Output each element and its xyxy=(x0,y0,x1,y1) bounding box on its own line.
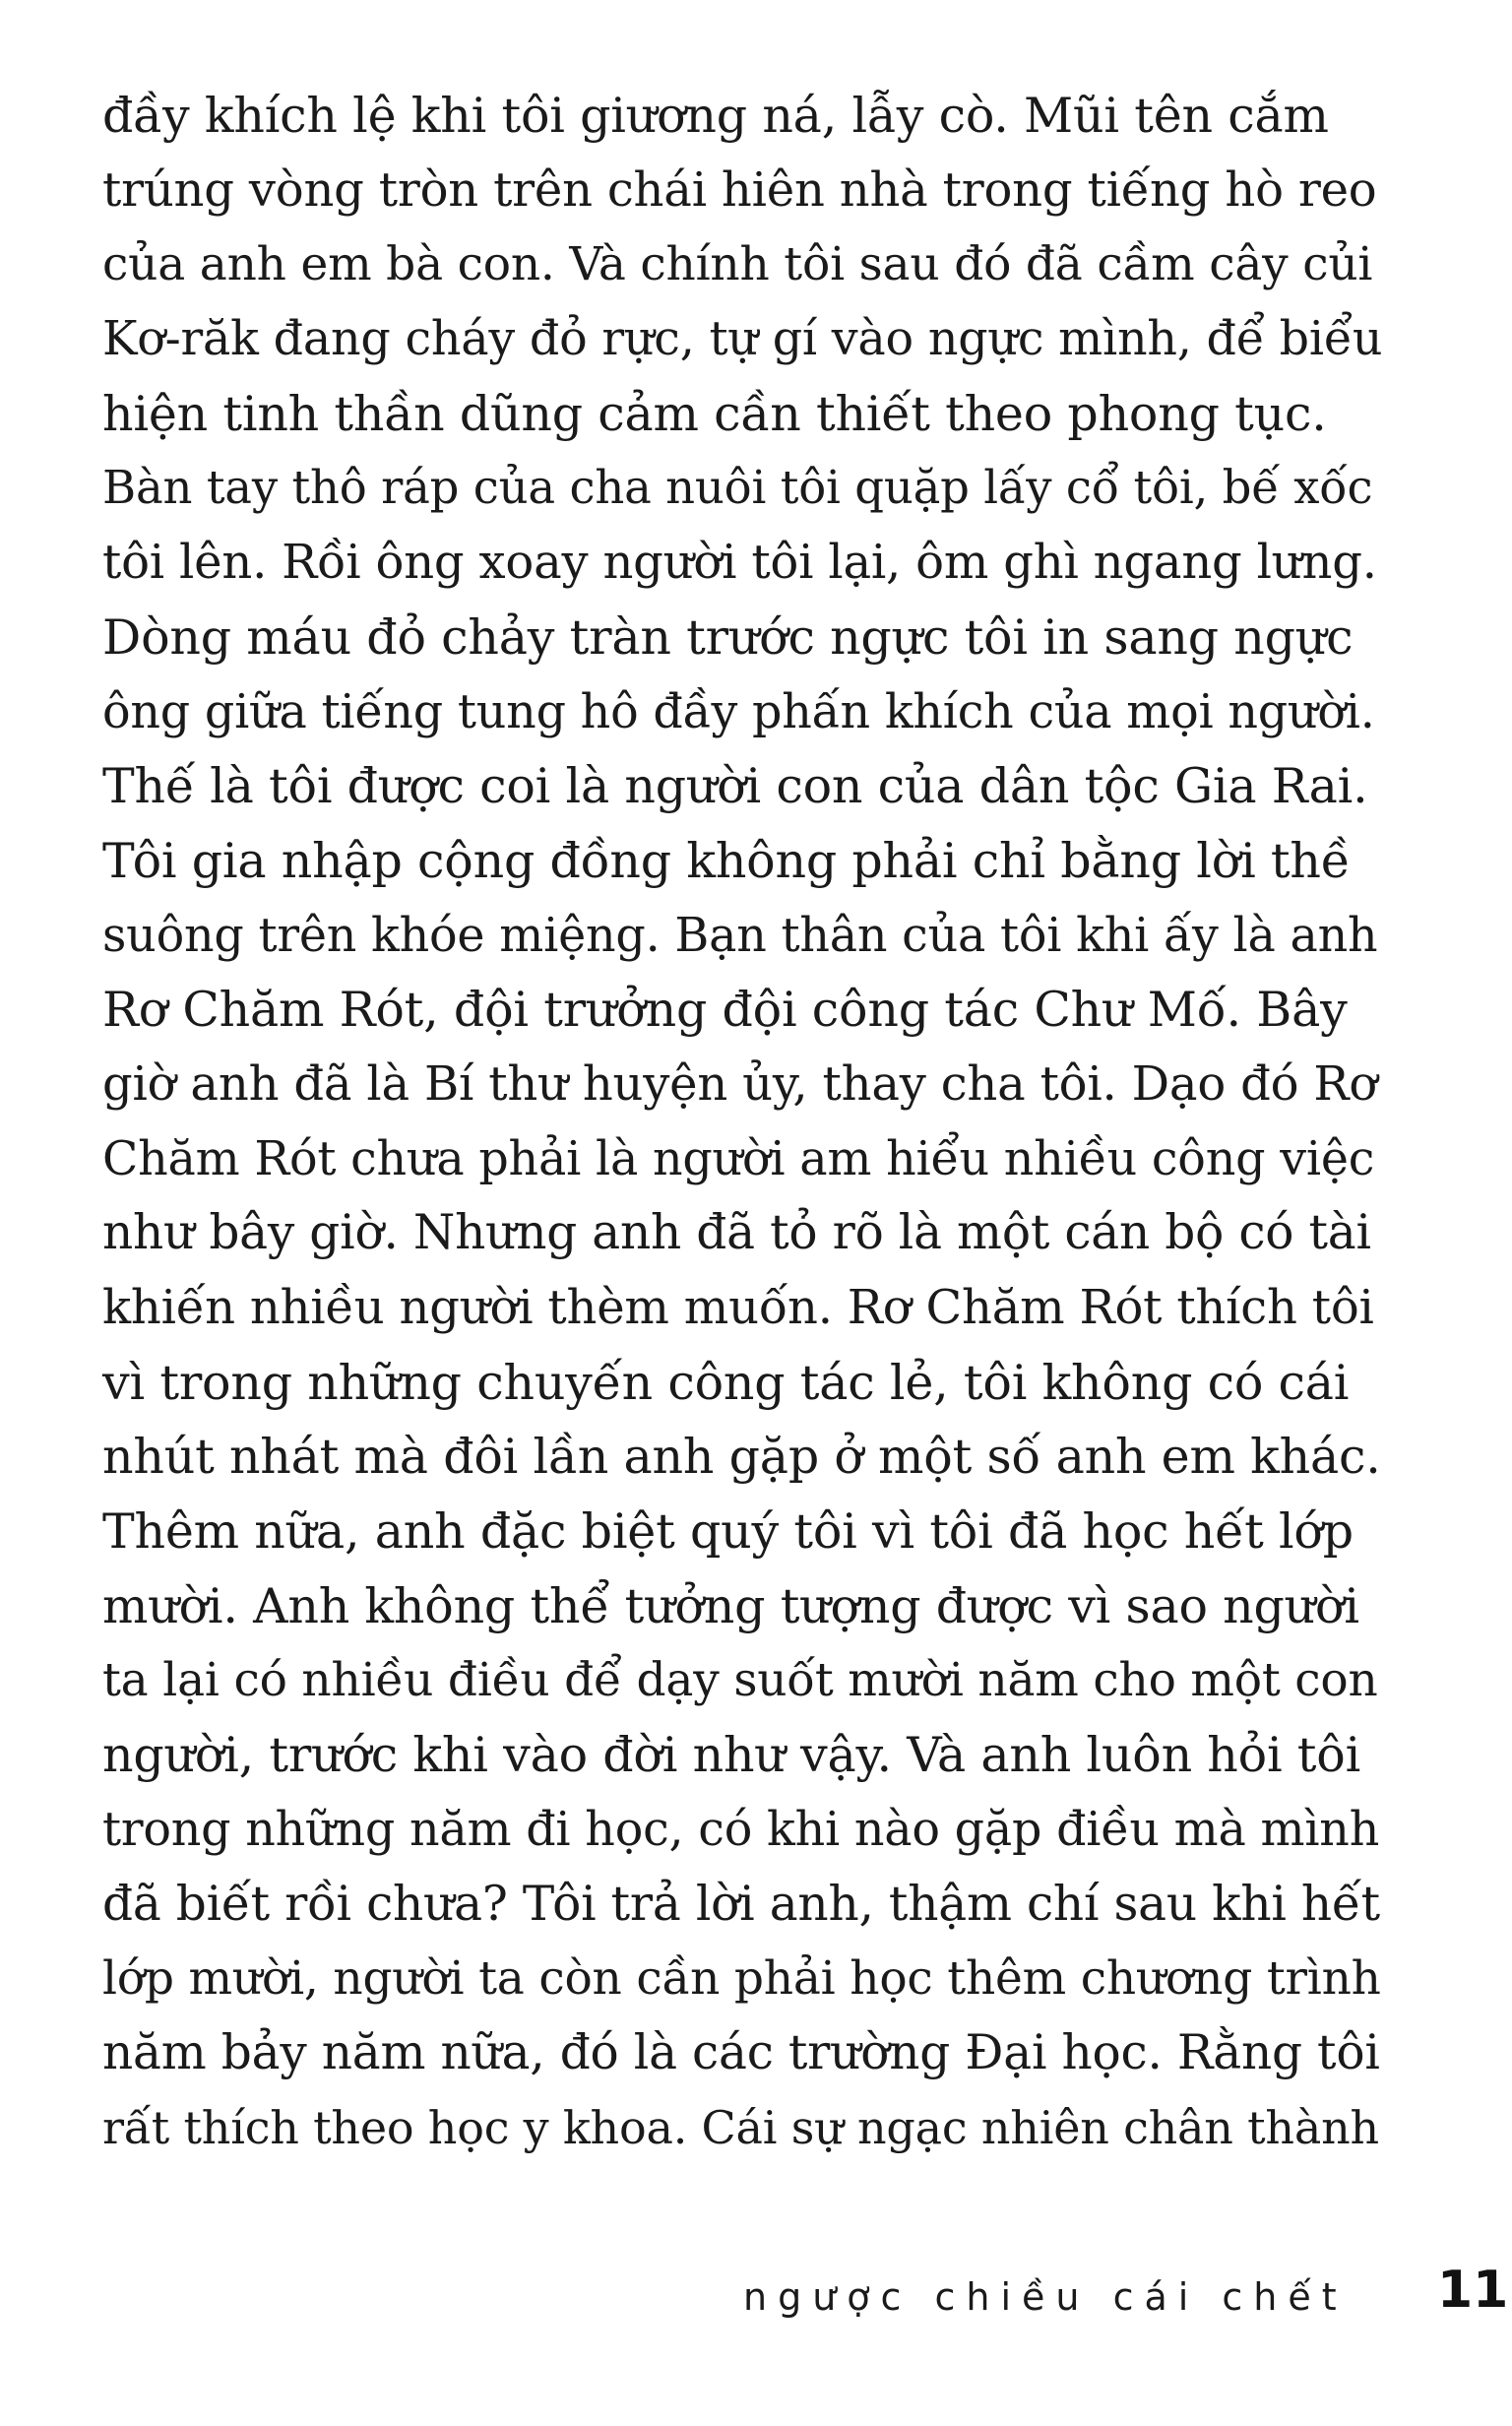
text-line: hiện tinh thần dũng cảm cần thiết theo phong tục. xyxy=(102,385,1327,442)
text-line: trong những năm đi học, có khi nào gặp điều mà mình xyxy=(102,1802,1380,1857)
text-line: lớp mười, người ta còn cần phải học thêm chương trình xyxy=(102,1951,1381,2007)
text-line: vì trong những chuyến công tác lẻ, tôi không có cái xyxy=(102,1354,1350,1411)
text-line: ông giữa tiếng tung hô đầy phấn khích của mọi người. xyxy=(102,684,1375,739)
text-line: Kơ-răk đang cháy đỏ rực, tự gí vào ngực mình, để biểu xyxy=(102,312,1383,367)
text-line: giờ anh đã là Bí thư huyện ủy, thay cha tôi. Dạo đó Rơ xyxy=(102,1055,1378,1112)
running-title: ngược chiều cái chết xyxy=(743,2275,1348,2319)
text-line: đã biết rồi chưa? Tôi trả lời anh, thậm chí sau khi hết xyxy=(102,1876,1380,1932)
text-line: suông trên khóe miệng. Bạn thân của tôi khi ấy là anh xyxy=(102,908,1378,963)
text-line: Thêm nữa, anh đặc biệt quý tôi vì tôi đã học hết lớp xyxy=(102,1503,1354,1561)
body-text xyxy=(102,79,1382,2165)
text-line: Tôi gia nhập cộng đồng không phải chỉ bằng lời thề xyxy=(102,832,1351,889)
text-line: như bây giờ. Nhưng anh đã tỏ rõ là một cán bộ có tài xyxy=(102,1205,1371,1261)
text-line: đầy khích lệ khi tôi giương ná, lẫy cò. Mũi tên cắm xyxy=(102,88,1329,144)
text-line: Bàn tay thô ráp của cha nuôi tôi quặp lấy cổ tôi, bế xốc xyxy=(102,461,1373,515)
text-line: khiến nhiều người thèm muốn. Rơ Chăm Rót thích tôi xyxy=(102,1280,1374,1335)
text-line: Rơ Chăm Rót, đội trưởng đội công tác Chư Mố. Bây xyxy=(102,982,1348,1039)
text-line: trúng vòng tròn trên chái hiên nhà trong tiếng hò reo xyxy=(102,161,1377,218)
text-line: rất thích theo học y khoa. Cái sự ngạc nhiên chân thành xyxy=(102,2100,1379,2154)
text-line: người, trước khi vào đời như vậy. Và anh luôn hỏi tôi xyxy=(102,1727,1361,1784)
text-line: Dòng máu đỏ chảy tràn trước ngực tôi in sang ngực xyxy=(102,608,1354,666)
text-line: năm bảy năm nữa, đó là các trường Đại học. Rằng tôi xyxy=(102,2024,1380,2080)
text-line: của anh em bà con. Và chính tôi sau đó đã cầm cây củi xyxy=(102,237,1373,292)
text-line: ta lại có nhiều điều để dạy suốt mười năm cho một con xyxy=(102,1653,1378,1708)
text-line: tôi lên. Rồi ông xoay người tôi lại, ôm ghì ngang lưng. xyxy=(102,535,1377,591)
text-line: Thế là tôi được coi là người con của dân tộc Gia Rai. xyxy=(102,758,1368,815)
text-line: Chăm Rót chưa phải là người am hiểu nhiều công việc xyxy=(102,1131,1375,1186)
page-number: 11 xyxy=(1437,2261,1509,2320)
text-line: mười. Anh không thể tưởng tượng được vì sao người xyxy=(102,1577,1359,1634)
page-footer xyxy=(0,2255,1512,2333)
text-line: nhút nhát mà đôi lần anh gặp ở một số anh em khác. xyxy=(102,1429,1381,1486)
